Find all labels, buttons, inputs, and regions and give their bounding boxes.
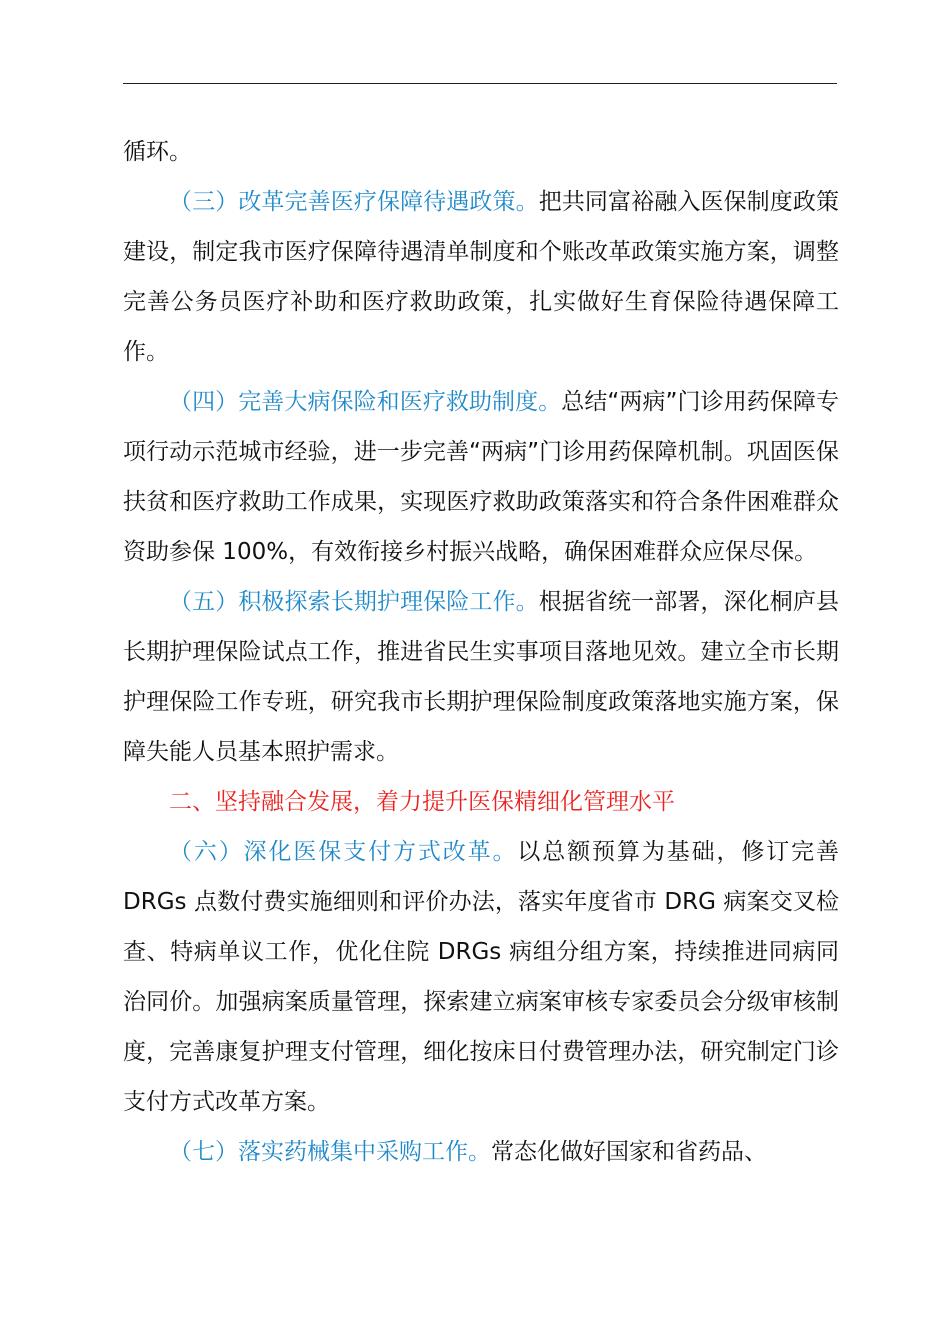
paragraph-item-4 bbox=[123, 377, 839, 577]
paragraph-text: 循环。 bbox=[123, 139, 192, 165]
item-heading: （五）积极探索长期护理保险工作。 bbox=[169, 589, 539, 615]
paragraph-item-6 bbox=[123, 827, 839, 1127]
header-rule bbox=[123, 83, 837, 84]
document-body bbox=[123, 127, 839, 1177]
paragraph-item-5 bbox=[123, 577, 839, 777]
paragraph-text: 以总额预算为基础，修订完善 DRGs 点数付费实施细则和评价办法，落实年度省市 DRG 病案交叉检查、特病单议工作，优化住院 DRGs 病组分组方案，持续推进同病同治同价。加强病案质量管理，探索建立病案审核专家委员会分级审核制度，完善康复护理支付管理，细化按床日付费管理办法，研究制定门诊支付方式改革方案。 bbox=[123, 839, 840, 1115]
item-heading: （七）落实药械集中采购工作。 bbox=[169, 1139, 491, 1165]
paragraph-text: 常态化做好国家和省药品、 bbox=[491, 1139, 767, 1165]
paragraph-text: 总结“两病”门诊用药保障专项行动示范城市经验，进一步完善“两病”门诊用药保障机制。巩固医保扶贫和医疗救助工作成果，实现医疗救助政策落实和符合条件困难群众资助参保 100%，有效衔接乡村振兴战略，确保困难群众应保尽保。 bbox=[123, 389, 839, 565]
section-heading: 二、坚持融合发展，着力提升医保精细化管理水平 bbox=[169, 789, 675, 815]
item-heading: （四）完善大病保险和医疗救助制度。 bbox=[169, 389, 562, 415]
paragraph-continuation bbox=[123, 127, 839, 177]
paragraph-text: 把共同富裕融入医保制度政策建设，制定我市医疗保障待遇清单制度和个账改革政策实施方案，调整完善公务员医疗补助和医疗救助政策，扎实做好生育保险待遇保障工作。 bbox=[123, 189, 840, 365]
paragraph-item-3 bbox=[123, 177, 839, 377]
paragraph-item-7 bbox=[123, 1127, 839, 1177]
item-heading: （三）改革完善医疗保障待遇政策。 bbox=[169, 189, 539, 215]
item-heading: （六）深化医保支付方式改革。 bbox=[169, 839, 518, 865]
paragraph-text: 根据省统一部署，深化桐庐县长期护理保险试点工作，推进省民生实事项目落地见效。建立全市长期护理保险工作专班，研究我市长期护理保险制度政策落地实施方案，保障失能人员基本照护需求。 bbox=[123, 589, 840, 765]
